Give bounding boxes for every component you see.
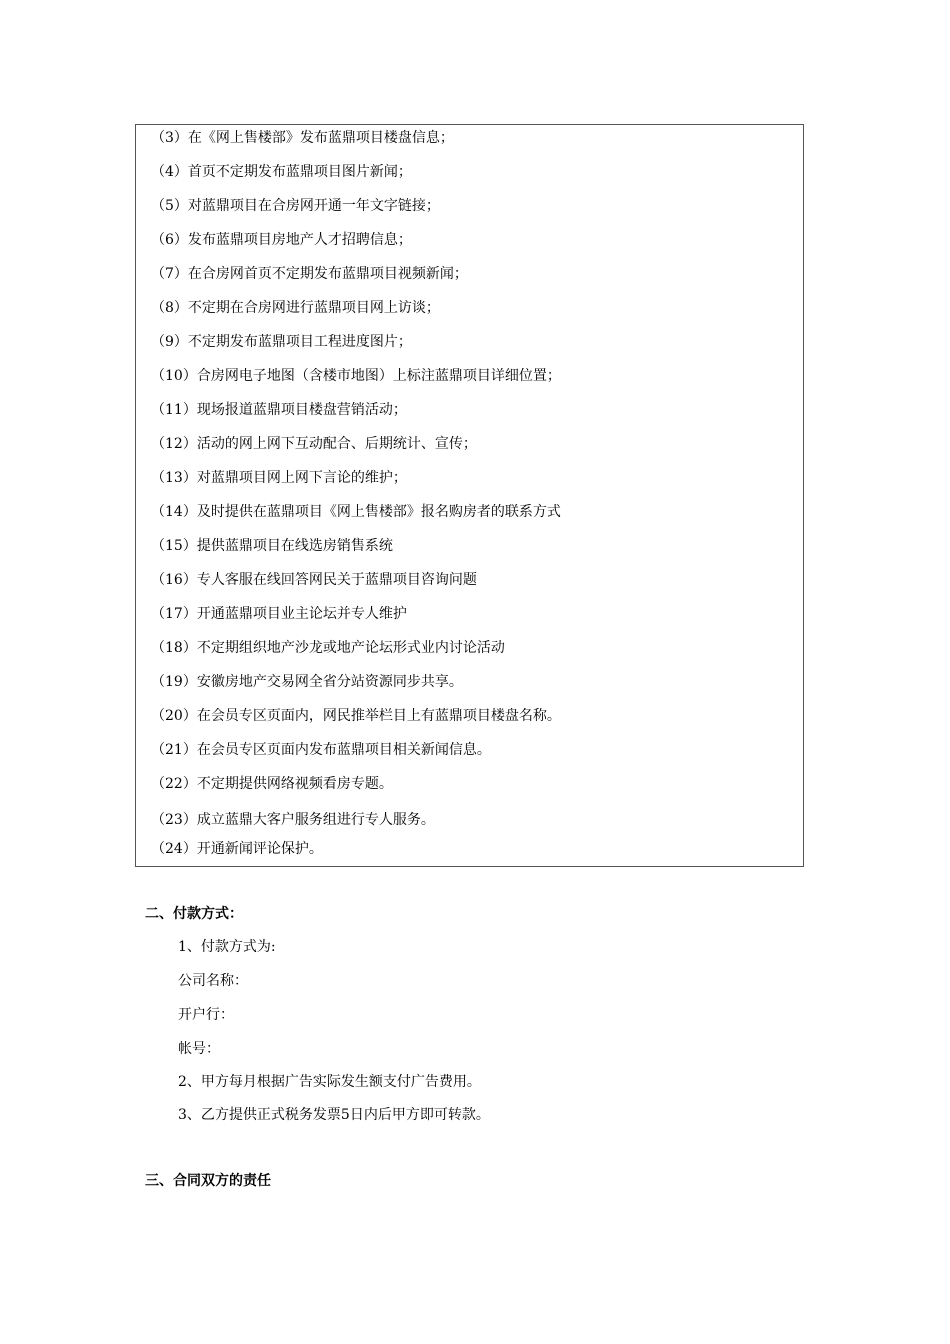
service-item-12: （12）活动的网上网下互动配合、后期统计、宣传； bbox=[151, 436, 477, 452]
service-item-6: （6）发布蓝鼎项目房地产人才招聘信息； bbox=[151, 232, 412, 248]
service-item-22: （22）不定期提供网络视频看房专题。 bbox=[151, 776, 393, 792]
service-item-7: （7）在合房网首页不定期发布蓝鼎项目视频新闻； bbox=[151, 266, 468, 282]
service-item-20: （20）在会员专区页面内，网民推举栏目上有蓝鼎项目楼盘名称。 bbox=[151, 708, 561, 724]
monthly-payment-line: 2、甲方每月根据广告实际发生额支付广告费用。 bbox=[178, 1074, 481, 1090]
service-item-11: （11）现场报道蓝鼎项目楼盘营销活动； bbox=[151, 402, 407, 418]
services-box bbox=[135, 124, 804, 867]
service-item-17: （17）开通蓝鼎项目业主论坛并专人维护 bbox=[151, 606, 407, 622]
service-item-23: （23）成立蓝鼎大客户服务组进行专人服务。 bbox=[151, 812, 435, 828]
company-name-line: 公司名称： bbox=[178, 973, 248, 989]
payment-heading: 二、付款方式： bbox=[145, 906, 243, 922]
bank-line: 开户行： bbox=[178, 1007, 234, 1023]
service-item-9: （9）不定期发布蓝鼎项目工程进度图片； bbox=[151, 334, 412, 350]
invoice-transfer-line: 3、乙方提供正式税务发票5日内后甲方即可转款。 bbox=[178, 1107, 490, 1123]
payment-method-line: 1、付款方式为: bbox=[178, 939, 276, 955]
service-item-16: （16）专人客服在线回答网民关于蓝鼎项目咨询问题 bbox=[151, 572, 477, 588]
service-item-19: （19）安徽房地产交易网全省分站资源同步共享。 bbox=[151, 674, 463, 690]
service-item-24: （24）开通新闻评论保护。 bbox=[151, 841, 323, 857]
responsibilities-heading: 三、合同双方的责任 bbox=[145, 1173, 271, 1189]
service-item-15: （15）提供蓝鼎项目在线选房销售系统 bbox=[151, 538, 393, 554]
service-item-13: （13）对蓝鼎项目网上网下言论的维护； bbox=[151, 470, 407, 486]
service-item-18: （18）不定期组织地产沙龙或地产论坛形式业内讨论活动 bbox=[151, 640, 505, 656]
service-item-14: （14）及时提供在蓝鼎项目《网上售楼部》报名购房者的联系方式 bbox=[151, 504, 561, 520]
service-item-5: （5）对蓝鼎项目在合房网开通一年文字链接； bbox=[151, 198, 440, 214]
service-item-8: （8）不定期在合房网进行蓝鼎项目网上访谈； bbox=[151, 300, 440, 316]
account-line: 帐号： bbox=[178, 1041, 220, 1057]
service-item-4: （4）首页不定期发布蓝鼎项目图片新闻； bbox=[151, 164, 412, 180]
service-item-21: （21）在会员专区页面内发布蓝鼎项目相关新闻信息。 bbox=[151, 742, 491, 758]
service-item-3: （3）在《网上售楼部》发布蓝鼎项目楼盘信息； bbox=[151, 130, 454, 146]
service-item-10: （10）合房网电子地图（含楼市地图）上标注蓝鼎项目详细位置； bbox=[151, 368, 561, 384]
